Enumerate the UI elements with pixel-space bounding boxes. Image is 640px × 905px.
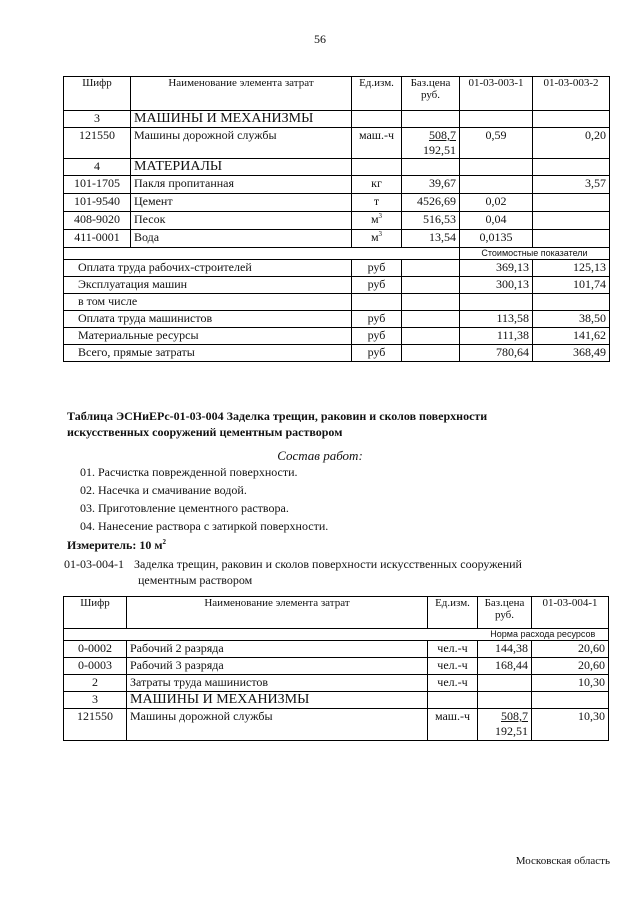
total-label: Материальные ресурсы (64, 328, 352, 345)
variant-text-line2: цементным раствором (138, 573, 253, 587)
row-value-1: 0,0135 (460, 230, 533, 248)
cost-indicators-label: Стоимостные показатели (460, 248, 610, 260)
total-label: Оплата труда рабочих-строителей (64, 260, 352, 277)
table-row (64, 675, 609, 692)
operation-item: 02. Насечка и смачивание водой. (80, 483, 247, 497)
table-title: Таблица ЭСНиЕРс-01-03-004 Заделка трещин, раковин и сколов поверхности искусственных сооружений цементным раствором (67, 409, 488, 439)
table-row (64, 212, 610, 230)
table-row (64, 709, 609, 741)
total-label: Оплата труда машинистов (64, 311, 352, 328)
row-code: 408-9020 (64, 212, 131, 230)
row-value: 10,30 (532, 675, 609, 692)
row-name: Вода (131, 230, 352, 248)
row-price: 4526,69 (402, 194, 460, 212)
total-unit: руб (352, 328, 402, 345)
row-unit: маш.-ч (428, 709, 478, 741)
col-header-name: Наименование элемента затрат (127, 597, 428, 629)
row-code: 0-0002 (64, 641, 127, 658)
section-code: 3 (64, 692, 127, 709)
row-code: 2 (64, 675, 127, 692)
section-row-machines (64, 692, 609, 709)
col-header-unit: Ед.изм. (352, 77, 402, 111)
section-row-materials (64, 159, 610, 176)
variant-code: 01-03-004-1 (64, 557, 124, 571)
table-row (64, 176, 610, 194)
total-unit: руб (352, 311, 402, 328)
row-code: 121550 (64, 709, 127, 741)
section-code: 3 (64, 111, 131, 128)
operations-list (80, 463, 328, 535)
table-header-row (64, 597, 609, 629)
col-header-variant-1: 01-03-003-1 (460, 77, 533, 111)
table-row (64, 128, 610, 159)
operation-item: 01. Расчистка поврежденной поверхности. (80, 465, 298, 479)
table-row (64, 658, 609, 675)
norm-label: Норма расхода ресурсов (478, 629, 609, 641)
row-code: 101-1705 (64, 176, 131, 194)
row-price: 13,54 (402, 230, 460, 248)
row-value-1: 0,04 (460, 212, 533, 230)
total-row (64, 294, 610, 311)
row-unit: маш.-ч (352, 128, 402, 159)
total-value-1: 780,64 (460, 345, 533, 362)
row-value-2: 3,57 (533, 176, 610, 194)
row-name: Цемент (131, 194, 352, 212)
table-row (64, 641, 609, 658)
row-value-2 (533, 230, 610, 248)
row-name: Рабочий 3 разряда (127, 658, 428, 675)
variant-description (64, 556, 522, 588)
resource-table-01-03-003 (63, 76, 610, 362)
row-code: 101-9540 (64, 194, 131, 212)
total-row (64, 260, 610, 277)
table-row (64, 194, 610, 212)
row-price: 516,53 (402, 212, 460, 230)
row-price: 144,38 (478, 641, 532, 658)
row-unit: кг (352, 176, 402, 194)
unit-text: м (370, 230, 379, 244)
row-price (402, 128, 460, 159)
total-value-2: 141,62 (533, 328, 610, 345)
row-name: Затраты труда машинистов (127, 675, 428, 692)
row-code: 0-0003 (64, 658, 127, 675)
total-unit: руб (352, 345, 402, 362)
total-value-1: 369,13 (460, 260, 533, 277)
section-title: МАШИНЫ И МЕХАНИЗМЫ (131, 111, 352, 128)
row-value-1: 0,59 (460, 128, 533, 159)
col-header-name: Наименование элемента затрат (131, 77, 352, 111)
operation-item: 03. Приготовление цементного раствора. (80, 501, 289, 515)
row-unit (352, 230, 402, 248)
col-header-variant-1: 01-03-004-1 (532, 597, 609, 629)
meter-label (67, 538, 166, 553)
total-value-2: 368,49 (533, 345, 610, 362)
total-row (64, 345, 610, 362)
row-value: 10,30 (532, 709, 609, 741)
row-value-2 (533, 194, 610, 212)
row-price (478, 709, 532, 741)
row-value: 20,60 (532, 641, 609, 658)
row-name: Рабочий 2 разряда (127, 641, 428, 658)
total-unit: руб (352, 260, 402, 277)
row-value-2 (533, 212, 610, 230)
meter-superscript: 2 (162, 538, 167, 546)
meter-text: Измеритель: 10 м (67, 538, 163, 552)
total-value-2: 125,13 (533, 260, 610, 277)
total-value-1: 300,13 (460, 277, 533, 294)
row-value-1 (460, 176, 533, 194)
row-code: 411-0001 (64, 230, 131, 248)
price-top: 508,7 (501, 709, 528, 723)
work-composition-heading: Состав работ: (277, 448, 363, 463)
price-bottom: 192,51 (495, 724, 528, 738)
col-header-price: Баз.цена руб. (402, 77, 460, 111)
unit-superscript: 3 (378, 212, 383, 220)
table-header-row (64, 77, 610, 111)
total-value-1: 111,38 (460, 328, 533, 345)
norm-label-row (64, 629, 609, 641)
price-bottom: 192,51 (423, 143, 456, 157)
row-price: 39,67 (402, 176, 460, 194)
col-header-code: Шифр (64, 77, 131, 111)
total-value-1: 113,58 (460, 311, 533, 328)
total-unit: руб (352, 277, 402, 294)
row-value-1: 0,02 (460, 194, 533, 212)
section-title: МАШИНЫ И МЕХАНИЗМЫ (127, 692, 428, 709)
footer-region: Московская область (515, 855, 610, 867)
unit-superscript: 3 (378, 230, 383, 238)
col-header-unit: Ед.изм. (428, 597, 478, 629)
row-code: 121550 (64, 128, 131, 159)
row-unit: чел.-ч (428, 641, 478, 658)
row-value-2: 0,20 (533, 128, 610, 159)
total-row (64, 328, 610, 345)
row-unit: чел.-ч (428, 658, 478, 675)
total-row (64, 311, 610, 328)
col-header-price: Баз.цена руб. (478, 597, 532, 629)
page-number: 56 (314, 32, 326, 46)
col-header-variant-2: 01-03-003-2 (533, 77, 610, 111)
row-value: 20,60 (532, 658, 609, 675)
variant-text-line1: Заделка трещин, раковин и сколов поверхности искусственных сооружений (134, 557, 522, 571)
total-label: Эксплуатация машин (64, 277, 352, 294)
section-title: МАТЕРИАЛЫ (131, 159, 352, 176)
total-row (64, 277, 610, 294)
total-label: в том числе (64, 294, 352, 311)
row-name: Песок (131, 212, 352, 230)
operation-item: 04. Нанесение раствора с затиркой поверхности. (80, 519, 329, 533)
row-price: 168,44 (478, 658, 532, 675)
row-name: Пакля пропитанная (131, 176, 352, 194)
row-unit: чел.-ч (428, 675, 478, 692)
col-header-code: Шифр (64, 597, 127, 629)
section-row-machines (64, 111, 610, 128)
table-row (64, 230, 610, 248)
cost-indicators-row (64, 248, 610, 260)
total-value-2: 101,74 (533, 277, 610, 294)
total-label: Всего, прямые затраты (64, 345, 352, 362)
resource-table-01-03-004 (63, 596, 609, 741)
row-name: Машины дорожной службы (131, 128, 352, 159)
row-unit (352, 212, 402, 230)
price-top: 508,7 (429, 128, 456, 142)
row-unit: т (352, 194, 402, 212)
row-name: Машины дорожной службы (127, 709, 428, 741)
section-code: 4 (64, 159, 131, 176)
unit-text: м (370, 212, 379, 226)
total-value-2: 38,50 (533, 311, 610, 328)
